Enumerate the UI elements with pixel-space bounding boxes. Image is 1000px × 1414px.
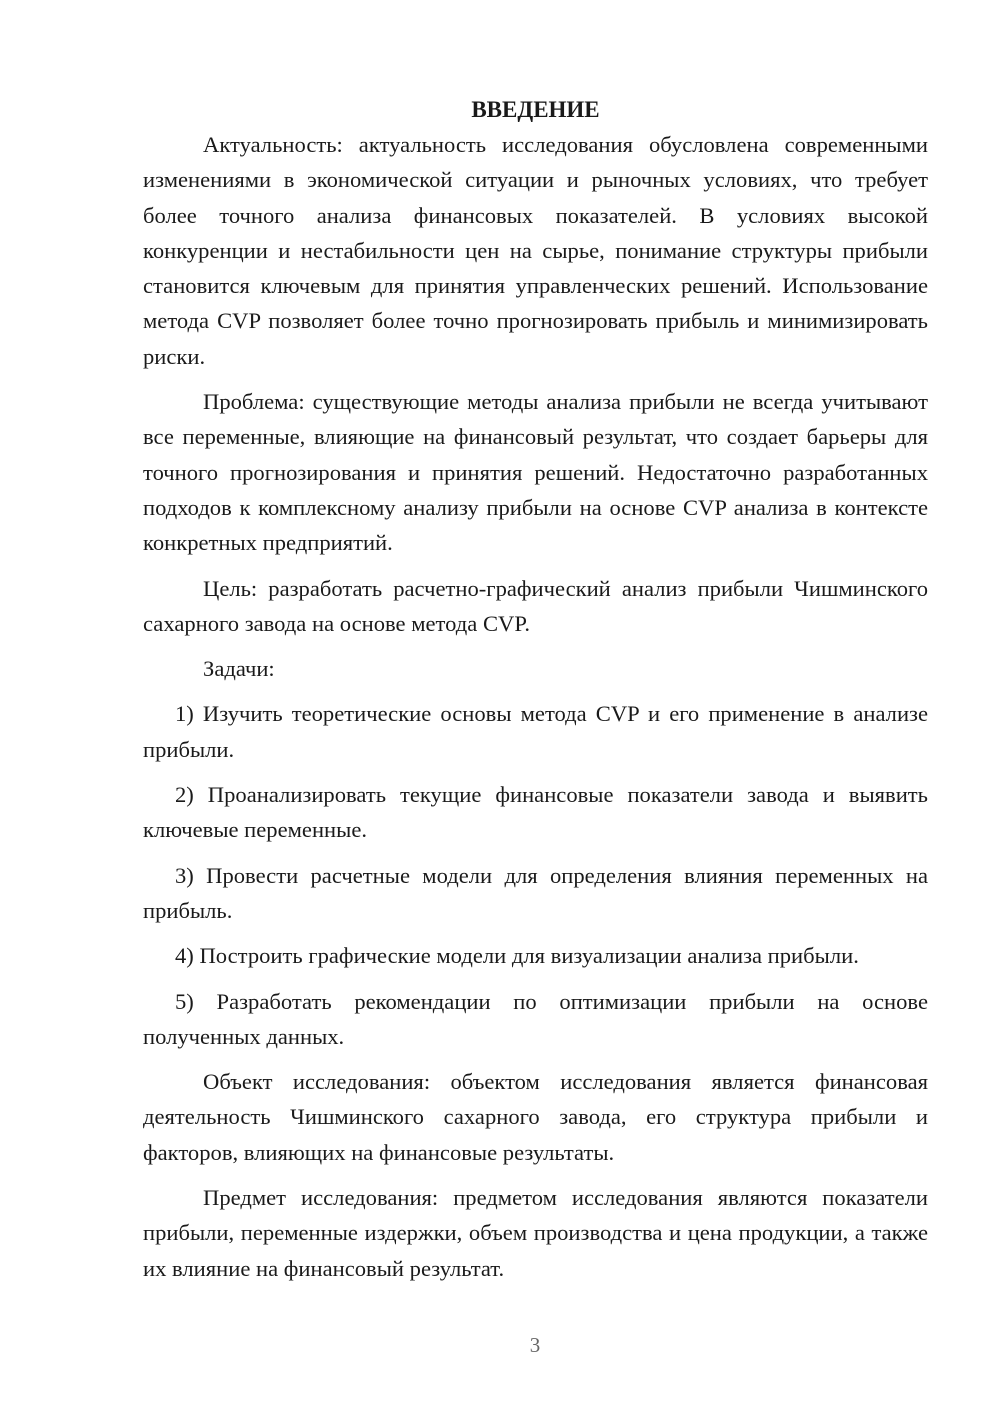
task-item-3: 3) Провести расчетные модели для определения влияния переменных на прибыль. xyxy=(143,862,928,923)
task-item-5: 5) Разработать рекомендации по оптимизации прибыли на основе полученных данных. xyxy=(143,988,928,1049)
paragraph-relevance: Актуальность: актуальность исследования обусловлена современными изменениями в экономической ситуации и рыночных условиях, что требует более точного анализа финансовых показателей. В условиях высокой конкуренции и нестабильности цен на сырье, понимание структуры прибыли становится ключевым для принятия управленческих решений. Использование метода CVP позволяет более точно прогнозировать прибыль и минимизировать риски. xyxy=(143,132,928,369)
paragraph-tasks-heading: Задачи: xyxy=(203,656,275,682)
paragraph-problem: Проблема: существующие методы анализа прибыли не всегда учитывают все переменные, влияющие на финансовый результат, что создает барьеры для точного прогнозирования и принятия решений. Недостаточно разработанных подходов к комплексному анализу прибыли на основе CVP анализа в контексте конкретных предприятий. xyxy=(143,389,928,556)
paragraph-goal: Цель: разработать расчетно-графический анализ прибыли Чишминского сахарного завода на основе метода CVP. xyxy=(143,575,928,636)
paragraph-object: Объект исследования: объектом исследования является финансовая деятельность Чишминского сахарного завода, его структура прибыли и факторов, влияющих на финансовые результаты. xyxy=(143,1069,928,1165)
task-item-2: 2) Проанализировать текущие финансовые показатели завода и выявить ключевые переменные. xyxy=(143,782,928,843)
section-title: ВВЕДЕНИЕ xyxy=(471,97,600,122)
paragraph-subject: Предмет исследования: предметом исследования являются показатели прибыли, переменные издержки, объем производства и цена продукции, а также их влияние на финансовый результат. xyxy=(143,1185,928,1281)
page-number: 3 xyxy=(529,1333,541,1357)
task-item-4: 4) Построить графические модели для визуализации анализа прибыли. xyxy=(175,943,859,969)
task-item-1: 1) Изучить теоретические основы метода CVP и его применение в анализе прибыли. xyxy=(143,701,928,762)
page-content xyxy=(143,92,928,1296)
